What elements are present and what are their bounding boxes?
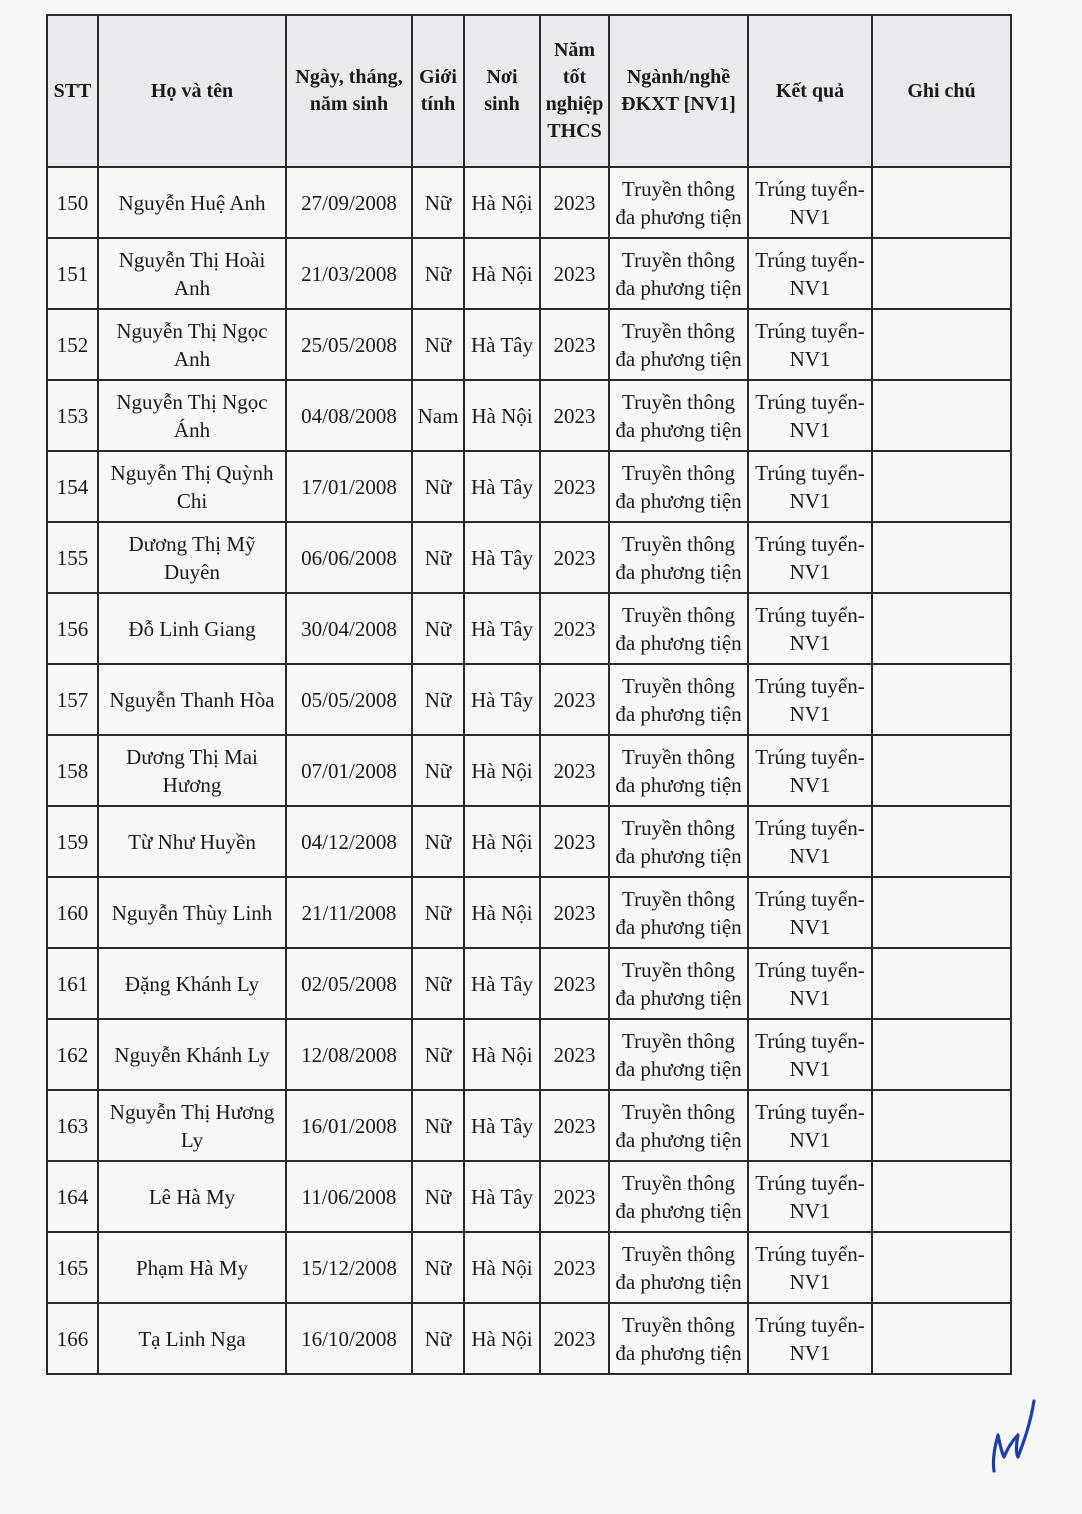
table-row — [47, 309, 1011, 380]
cell-major: Truyền thông đa phương tiện — [609, 877, 748, 948]
cell-stt: 155 — [47, 522, 98, 593]
cell-result: Trúng tuyển-NV1 — [748, 664, 872, 735]
cell-name: Nguyễn Thùy Linh — [98, 877, 286, 948]
cell-dob: 16/10/2008 — [286, 1303, 412, 1374]
cell-gender: Nữ — [412, 735, 464, 806]
cell-stt: 164 — [47, 1161, 98, 1232]
table-row — [47, 1303, 1011, 1374]
cell-note — [872, 167, 1011, 238]
cell-result: Trúng tuyển-NV1 — [748, 1090, 872, 1161]
cell-stt: 165 — [47, 1232, 98, 1303]
cell-birthplace: Hà Nội — [464, 238, 540, 309]
cell-name: Nguyễn Thị Ngọc Anh — [98, 309, 286, 380]
cell-name: Nguyễn Khánh Ly — [98, 1019, 286, 1090]
table-row — [47, 1019, 1011, 1090]
cell-gender: Nữ — [412, 664, 464, 735]
admission-results-table — [46, 14, 1012, 1375]
cell-gender: Nữ — [412, 593, 464, 664]
cell-name: Dương Thị Mai Hương — [98, 735, 286, 806]
cell-name: Nguyễn Thanh Hòa — [98, 664, 286, 735]
cell-major: Truyền thông đa phương tiện — [609, 167, 748, 238]
cell-major: Truyền thông đa phương tiện — [609, 1232, 748, 1303]
cell-name: Nguyễn Thị Hương Ly — [98, 1090, 286, 1161]
cell-note — [872, 664, 1011, 735]
cell-birthplace: Hà Nội — [464, 877, 540, 948]
cell-grad-year: 2023 — [540, 664, 609, 735]
cell-gender: Nữ — [412, 238, 464, 309]
table-row — [47, 380, 1011, 451]
cell-stt: 162 — [47, 1019, 98, 1090]
cell-stt: 153 — [47, 380, 98, 451]
cell-result: Trúng tuyển-NV1 — [748, 1161, 872, 1232]
cell-gender: Nữ — [412, 1161, 464, 1232]
cell-gender: Nữ — [412, 451, 464, 522]
cell-grad-year: 2023 — [540, 167, 609, 238]
cell-dob: 16/01/2008 — [286, 1090, 412, 1161]
cell-note — [872, 1019, 1011, 1090]
cell-dob: 25/05/2008 — [286, 309, 412, 380]
cell-name: Nguyễn Thị Quỳnh Chi — [98, 451, 286, 522]
cell-gender: Nữ — [412, 948, 464, 1019]
cell-stt: 156 — [47, 593, 98, 664]
table-row — [47, 1161, 1011, 1232]
table-row — [47, 664, 1011, 735]
table-row — [47, 167, 1011, 238]
cell-gender: Nữ — [412, 806, 464, 877]
cell-grad-year: 2023 — [540, 522, 609, 593]
cell-result: Trúng tuyển-NV1 — [748, 877, 872, 948]
cell-grad-year: 2023 — [540, 309, 609, 380]
cell-note — [872, 1303, 1011, 1374]
cell-major: Truyền thông đa phương tiện — [609, 593, 748, 664]
cell-major: Truyền thông đa phương tiện — [609, 1303, 748, 1374]
cell-birthplace: Hà Nội — [464, 380, 540, 451]
table-header — [47, 15, 1011, 167]
header-result: Kết quả — [748, 15, 872, 167]
cell-note — [872, 877, 1011, 948]
cell-gender: Nữ — [412, 1090, 464, 1161]
cell-dob: 21/03/2008 — [286, 238, 412, 309]
cell-name: Nguyễn Thị Ngọc Ánh — [98, 380, 286, 451]
cell-stt: 159 — [47, 806, 98, 877]
cell-grad-year: 2023 — [540, 1090, 609, 1161]
cell-note — [872, 309, 1011, 380]
table-row — [47, 948, 1011, 1019]
cell-dob: 07/01/2008 — [286, 735, 412, 806]
table-row — [47, 451, 1011, 522]
cell-result: Trúng tuyển-NV1 — [748, 522, 872, 593]
cell-major: Truyền thông đa phương tiện — [609, 1019, 748, 1090]
cell-note — [872, 1090, 1011, 1161]
cell-gender: Nữ — [412, 309, 464, 380]
cell-birthplace: Hà Tây — [464, 1161, 540, 1232]
cell-birthplace: Hà Tây — [464, 451, 540, 522]
cell-stt: 161 — [47, 948, 98, 1019]
cell-dob: 15/12/2008 — [286, 1232, 412, 1303]
cell-major: Truyền thông đa phương tiện — [609, 451, 748, 522]
cell-name: Đỗ Linh Giang — [98, 593, 286, 664]
cell-major: Truyền thông đa phương tiện — [609, 238, 748, 309]
cell-grad-year: 2023 — [540, 593, 609, 664]
cell-birthplace: Hà Tây — [464, 522, 540, 593]
cell-result: Trúng tuyển-NV1 — [748, 238, 872, 309]
cell-major: Truyền thông đa phương tiện — [609, 735, 748, 806]
cell-dob: 11/06/2008 — [286, 1161, 412, 1232]
cell-result: Trúng tuyển-NV1 — [748, 451, 872, 522]
cell-stt: 157 — [47, 664, 98, 735]
cell-result: Trúng tuyển-NV1 — [748, 1019, 872, 1090]
cell-name: Từ Như Huyền — [98, 806, 286, 877]
header-birthplace: Nơi sinh — [464, 15, 540, 167]
cell-stt: 160 — [47, 877, 98, 948]
cell-birthplace: Hà Nội — [464, 1303, 540, 1374]
cell-gender: Nam — [412, 380, 464, 451]
cell-note — [872, 806, 1011, 877]
cell-result: Trúng tuyển-NV1 — [748, 380, 872, 451]
cell-grad-year: 2023 — [540, 735, 609, 806]
cell-dob: 21/11/2008 — [286, 877, 412, 948]
cell-note — [872, 593, 1011, 664]
cell-note — [872, 948, 1011, 1019]
cell-birthplace: Hà Tây — [464, 664, 540, 735]
cell-dob: 17/01/2008 — [286, 451, 412, 522]
cell-birthplace: Hà Tây — [464, 309, 540, 380]
table-row — [47, 522, 1011, 593]
cell-dob: 06/06/2008 — [286, 522, 412, 593]
cell-result: Trúng tuyển-NV1 — [748, 948, 872, 1019]
cell-stt: 151 — [47, 238, 98, 309]
cell-result: Trúng tuyển-NV1 — [748, 1303, 872, 1374]
cell-birthplace: Hà Nội — [464, 806, 540, 877]
cell-name: Tạ Linh Nga — [98, 1303, 286, 1374]
table-row — [47, 806, 1011, 877]
cell-gender: Nữ — [412, 1303, 464, 1374]
cell-major: Truyền thông đa phương tiện — [609, 948, 748, 1019]
cell-major: Truyền thông đa phương tiện — [609, 806, 748, 877]
table-body — [47, 167, 1011, 1374]
cell-name: Nguyễn Huệ Anh — [98, 167, 286, 238]
cell-stt: 163 — [47, 1090, 98, 1161]
cell-major: Truyền thông đa phương tiện — [609, 309, 748, 380]
cell-gender: Nữ — [412, 877, 464, 948]
table-row — [47, 238, 1011, 309]
cell-stt: 152 — [47, 309, 98, 380]
cell-note — [872, 1161, 1011, 1232]
cell-name: Dương Thị Mỹ Duyên — [98, 522, 286, 593]
cell-stt: 150 — [47, 167, 98, 238]
cell-dob: 04/08/2008 — [286, 380, 412, 451]
header-note: Ghi chú — [872, 15, 1011, 167]
cell-major: Truyền thông đa phương tiện — [609, 664, 748, 735]
cell-dob: 27/09/2008 — [286, 167, 412, 238]
table-row — [47, 735, 1011, 806]
cell-name: Nguyễn Thị Hoài Anh — [98, 238, 286, 309]
cell-grad-year: 2023 — [540, 451, 609, 522]
cell-dob: 12/08/2008 — [286, 1019, 412, 1090]
cell-note — [872, 1232, 1011, 1303]
header-dob: Ngày, tháng, năm sinh — [286, 15, 412, 167]
cell-major: Truyền thông đa phương tiện — [609, 1161, 748, 1232]
cell-grad-year: 2023 — [540, 1019, 609, 1090]
cell-name: Đặng Khánh Ly — [98, 948, 286, 1019]
cell-birthplace: Hà Nội — [464, 1232, 540, 1303]
cell-birthplace: Hà Tây — [464, 593, 540, 664]
header-gender: Giới tính — [412, 15, 464, 167]
cell-result: Trúng tuyển-NV1 — [748, 1232, 872, 1303]
header-name: Họ và tên — [98, 15, 286, 167]
cell-birthplace: Hà Tây — [464, 948, 540, 1019]
cell-result: Trúng tuyển-NV1 — [748, 309, 872, 380]
cell-note — [872, 451, 1011, 522]
cell-note — [872, 735, 1011, 806]
cell-major: Truyền thông đa phương tiện — [609, 522, 748, 593]
cell-note — [872, 380, 1011, 451]
cell-grad-year: 2023 — [540, 238, 609, 309]
table-row — [47, 1090, 1011, 1161]
signature-mark — [980, 1395, 1040, 1475]
cell-birthplace: Hà Tây — [464, 1090, 540, 1161]
cell-grad-year: 2023 — [540, 948, 609, 1019]
cell-birthplace: Hà Nội — [464, 167, 540, 238]
cell-result: Trúng tuyển-NV1 — [748, 167, 872, 238]
cell-grad-year: 2023 — [540, 1161, 609, 1232]
cell-grad-year: 2023 — [540, 380, 609, 451]
cell-dob: 04/12/2008 — [286, 806, 412, 877]
cell-name: Lê Hà My — [98, 1161, 286, 1232]
header-major: Ngành/nghề ĐKXT [NV1] — [609, 15, 748, 167]
cell-result: Trúng tuyển-NV1 — [748, 593, 872, 664]
cell-major: Truyền thông đa phương tiện — [609, 380, 748, 451]
cell-stt: 166 — [47, 1303, 98, 1374]
cell-dob: 05/05/2008 — [286, 664, 412, 735]
cell-grad-year: 2023 — [540, 1232, 609, 1303]
cell-dob: 30/04/2008 — [286, 593, 412, 664]
table-row — [47, 1232, 1011, 1303]
cell-stt: 154 — [47, 451, 98, 522]
cell-dob: 02/05/2008 — [286, 948, 412, 1019]
cell-note — [872, 522, 1011, 593]
cell-gender: Nữ — [412, 167, 464, 238]
cell-grad-year: 2023 — [540, 806, 609, 877]
cell-grad-year: 2023 — [540, 877, 609, 948]
cell-note — [872, 238, 1011, 309]
table-row — [47, 877, 1011, 948]
header-row — [47, 15, 1011, 167]
cell-stt: 158 — [47, 735, 98, 806]
cell-result: Trúng tuyển-NV1 — [748, 806, 872, 877]
cell-grad-year: 2023 — [540, 1303, 609, 1374]
table-row — [47, 593, 1011, 664]
header-grad-year: Năm tốt nghiệp THCS — [540, 15, 609, 167]
cell-gender: Nữ — [412, 522, 464, 593]
cell-name: Phạm Hà My — [98, 1232, 286, 1303]
cell-result: Trúng tuyển-NV1 — [748, 735, 872, 806]
header-stt: STT — [47, 15, 98, 167]
cell-gender: Nữ — [412, 1232, 464, 1303]
cell-birthplace: Hà Nội — [464, 1019, 540, 1090]
cell-birthplace: Hà Nội — [464, 735, 540, 806]
cell-gender: Nữ — [412, 1019, 464, 1090]
cell-major: Truyền thông đa phương tiện — [609, 1090, 748, 1161]
